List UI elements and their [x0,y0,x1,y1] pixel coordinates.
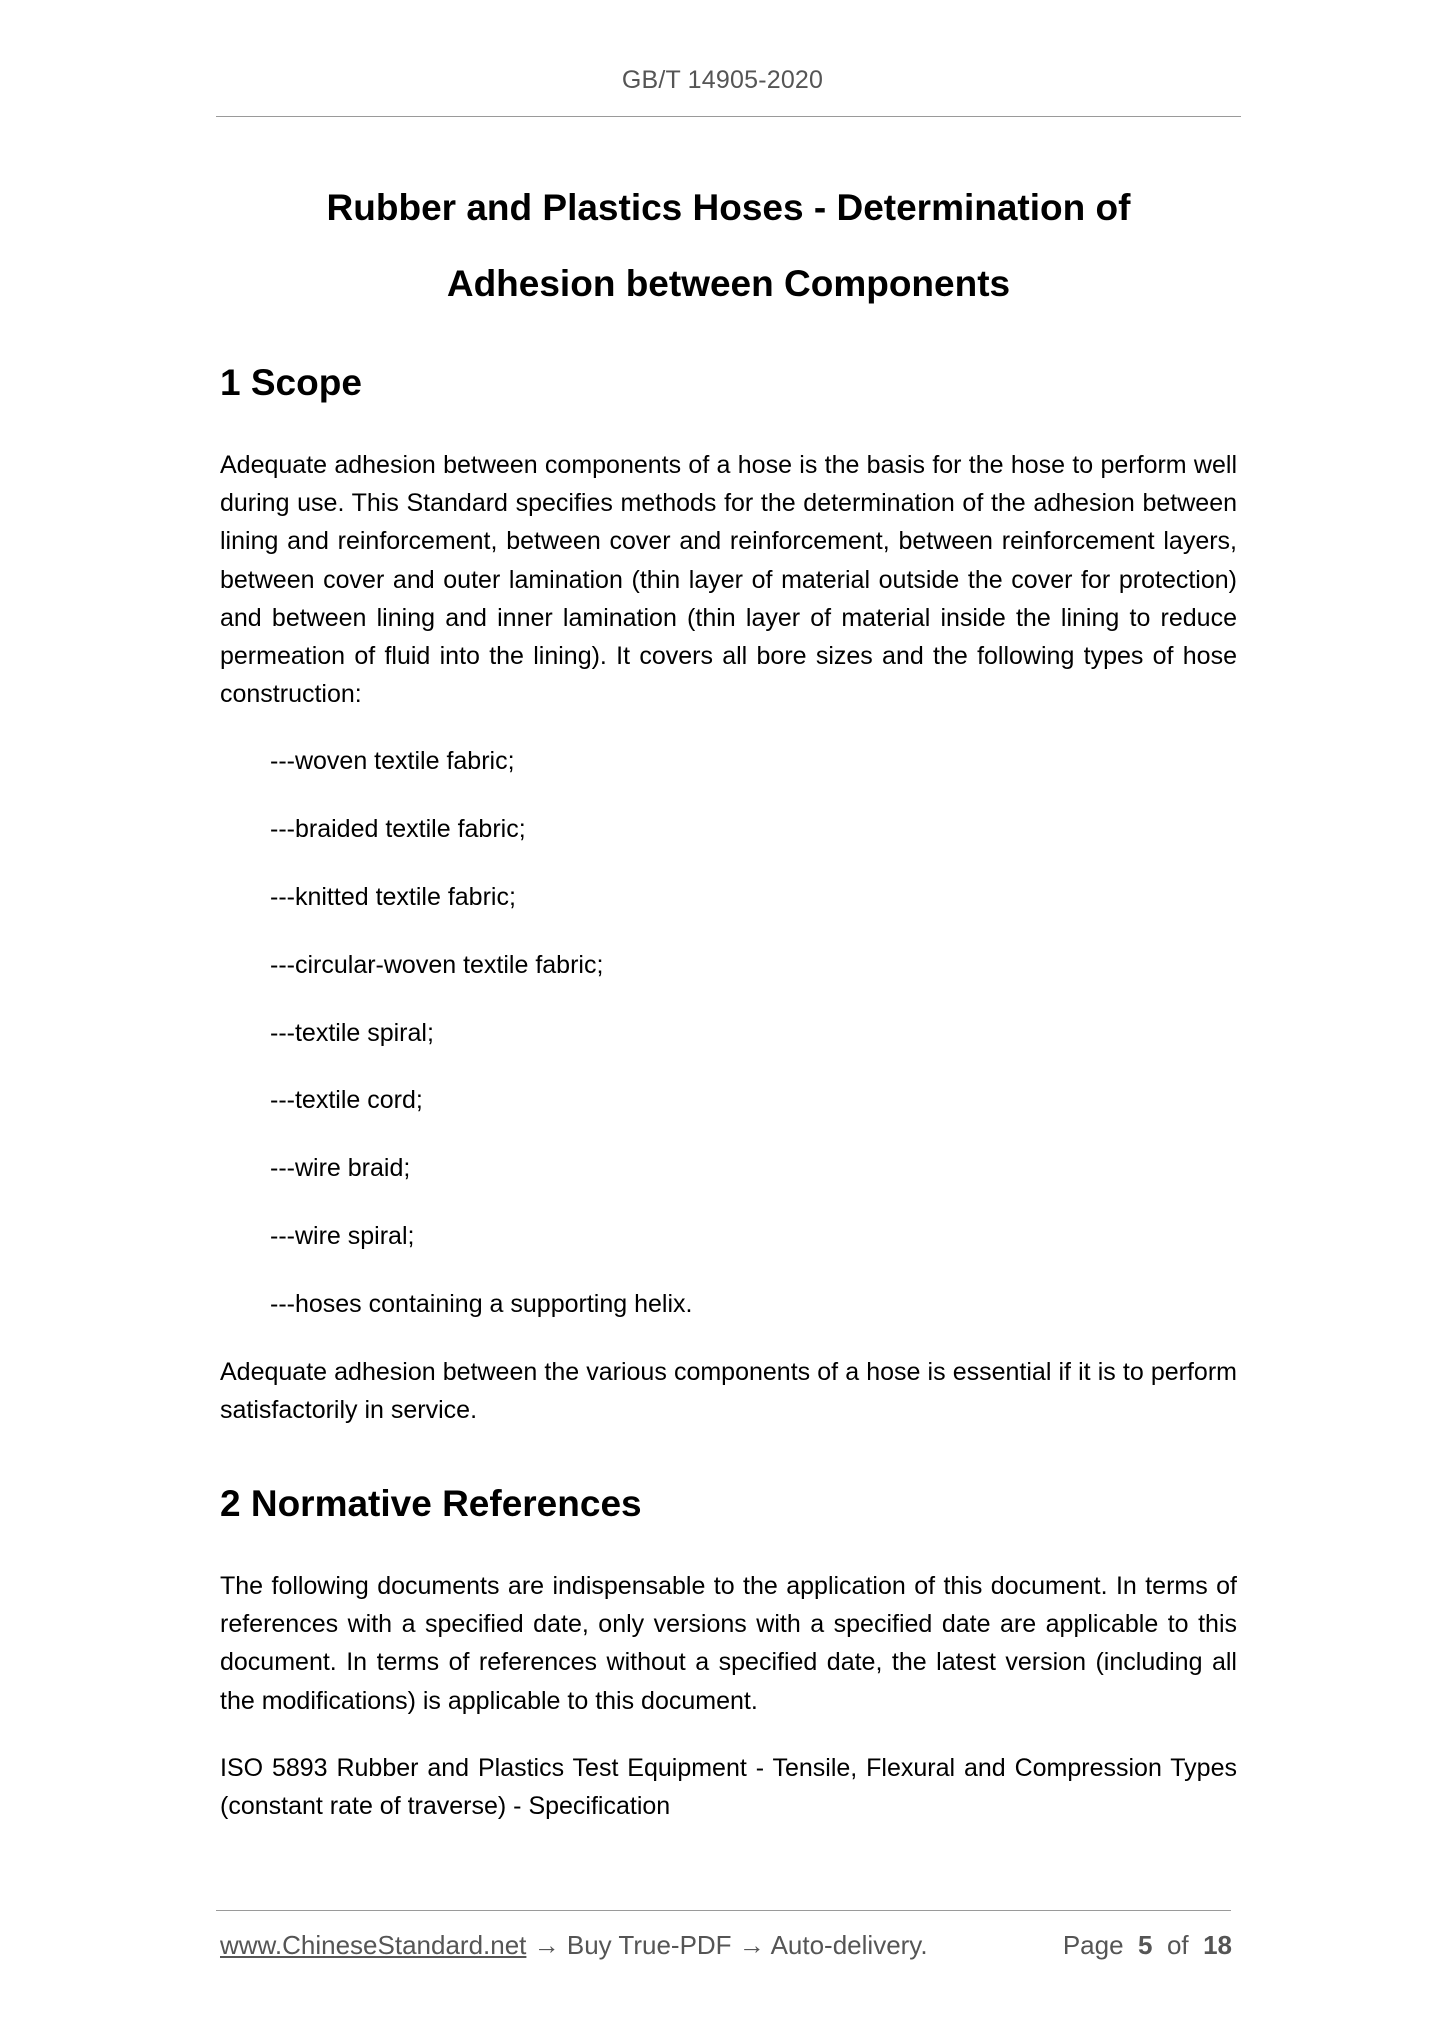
normative-references-paragraph: The following documents are indispensable to the application of this document. In terms of references with a specified date, only versions with a specified date are applicable to this document. In terms of references without a specified date, the latest version (including all the modifications) is applicable to this document. [220,1572,1237,1715]
scope-closing-paragraph: Adequate adhesion between the various components of a hose is essential if it is to perform satisfactorily in service. [220,1357,1237,1424]
list-item: ---wire braid; [270,1154,411,1183]
page-number [1063,1930,1232,1961]
header-divider [216,116,1241,117]
reference-iso-5893: ISO 5893 Rubber and Plastics Test Equipment - Tensile, Flexural and Compression Types (constant rate of traverse) - Specification [220,1753,1237,1821]
footer-promo [220,1930,928,1961]
main-content [220,350,1237,1825]
footer-divider [216,1910,1231,1911]
construction-types-list [220,742,1237,1322]
list-item: ---knitted textile fabric; [270,883,516,912]
footer-tagline: → Buy True-PDF → Auto-delivery. [526,1930,928,1960]
list-item: ---woven textile fabric; [270,747,515,776]
list-item: ---braided textile fabric; [270,815,526,844]
running-header: GB/T 14905-2020 [621,66,824,94]
list-item: ---wire spiral; [270,1222,415,1250]
title-line-1: Rubber and Plastics Hoses - Determination of [326,187,1131,228]
list-item: ---hoses containing a supporting helix. [270,1289,693,1318]
of-word: of [1166,1930,1189,1960]
list-item: ---textile spiral; [270,1018,434,1047]
total-pages: 18 [1203,1930,1232,1960]
title-line-2: Adhesion between Components [446,263,1011,304]
list-item: ---textile cord; [270,1086,423,1115]
scope-paragraph: Adequate adhesion between components of a hose is the basis for the hose to perform well during use. This Standard specifies methods for the determination of the adhesion between lining and reinforcement, between cover and reinforcement, between reinforcement layers, between cover and outer lamination (thin layer of material outside the cover for protection) and between lining and inner lamination (thin layer of material inside the lining to reduce permeation of fluid into the lining). It covers all bore sizes and the following types of hose construction: [220,451,1237,709]
section-heading-scope: 1 Scope [220,362,362,403]
document-title [216,170,1241,322]
page-word: Page [1062,1930,1124,1960]
section-heading-normative-references: 2 Normative References [220,1483,642,1524]
current-page: 5 [1138,1930,1153,1960]
website-link[interactable]: www.ChineseStandard.net [220,1930,527,1960]
list-item: ---circular-woven textile fabric; [270,950,604,979]
